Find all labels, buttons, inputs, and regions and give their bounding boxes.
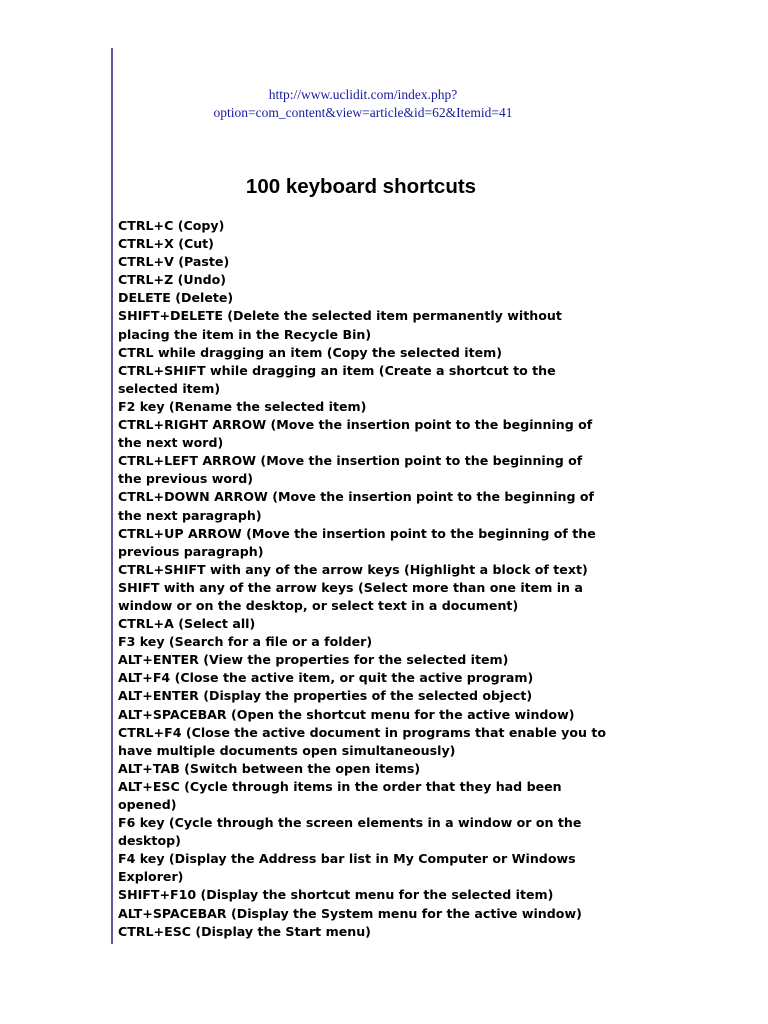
shortcut-line: CTRL+DOWN ARROW (Move the insertion point to the beginning of bbox=[118, 489, 595, 505]
shortcut-line: CTRL+RIGHT ARROW (Move the insertion point to the beginning of bbox=[118, 417, 593, 433]
shortcut-line: have multiple documents open simultaneously) bbox=[118, 742, 456, 758]
shortcut-line: the next word) bbox=[118, 435, 224, 451]
shortcut-line: F2 key (Rename the selected item) bbox=[118, 398, 367, 414]
shortcut-line: CTRL+F4 (Close the active document in programs that enable you to bbox=[118, 724, 607, 740]
shortcut-list bbox=[118, 217, 638, 941]
source-url-line-2[interactable]: option=com_content&view=article&id=62&Itemid=41 bbox=[213, 105, 513, 120]
shortcut-line: F6 key (Cycle through the screen elements in a window or on the bbox=[118, 815, 582, 831]
shortcut-line: previous paragraph) bbox=[118, 543, 264, 559]
shortcut-line: ALT+SPACEBAR (Open the shortcut menu for the active window) bbox=[118, 706, 575, 722]
document-title: 100 keyboard shortcuts bbox=[245, 175, 477, 198]
shortcut-line: CTRL+C (Copy) bbox=[118, 218, 225, 233]
shortcut-line: the next paragraph) bbox=[118, 507, 262, 523]
shortcut-line: selected item) bbox=[118, 380, 221, 396]
shortcut-line: ALT+SPACEBAR (Display the System menu for the active window) bbox=[118, 905, 582, 921]
source-url-line-1[interactable]: http://www.uclidit.com/index.php? bbox=[268, 87, 458, 102]
shortcut-line: ALT+F4 (Close the active item, or quit the active program) bbox=[118, 670, 534, 686]
shortcut-line: ALT+TAB (Switch between the open items) bbox=[118, 760, 421, 776]
shortcut-line: CTRL+SHIFT with any of the arrow keys (Highlight a block of text) bbox=[118, 561, 588, 577]
shortcut-line: the previous word) bbox=[118, 471, 253, 487]
shortcut-line: CTRL while dragging an item (Copy the selected item) bbox=[118, 344, 503, 360]
shortcut-line: SHIFT+DELETE (Delete the selected item permanently without bbox=[118, 308, 562, 324]
shortcut-line: ALT+ENTER (Display the properties of the selected object) bbox=[118, 688, 533, 704]
source-url-link[interactable] bbox=[113, 86, 613, 122]
shortcut-line: SHIFT+F10 (Display the shortcut menu for the selected item) bbox=[118, 887, 554, 903]
shortcut-line: F4 key (Display the Address bar list in My Computer or Windows bbox=[118, 851, 576, 867]
shortcut-line: CTRL+UP ARROW (Move the insertion point to the beginning of the bbox=[118, 525, 596, 541]
shortcut-line: CTRL+X (Cut) bbox=[118, 236, 214, 252]
shortcut-line: opened) bbox=[118, 797, 177, 812]
shortcut-line: F3 key (Search for a file or a folder) bbox=[118, 634, 373, 650]
shortcut-line: CTRL+V (Paste) bbox=[118, 254, 230, 270]
shortcut-line: window or on the desktop, or select text in a document) bbox=[118, 597, 519, 613]
shortcut-line: ALT+ENTER (View the properties for the selected item) bbox=[118, 652, 509, 668]
shortcut-line: CTRL+Z (Undo) bbox=[118, 272, 226, 288]
shortcut-line: desktop) bbox=[118, 833, 181, 849]
shortcut-line: CTRL+A (Select all) bbox=[118, 616, 256, 632]
shortcut-line: placing the item in the Recycle Bin) bbox=[118, 326, 372, 342]
shortcut-line: Explorer) bbox=[118, 869, 184, 885]
shortcut-line: ALT+ESC (Cycle through items in the order that they had been bbox=[118, 778, 562, 794]
shortcut-line: CTRL+SHIFT while dragging an item (Create a shortcut to the bbox=[118, 362, 556, 378]
shortcut-line: DELETE (Delete) bbox=[118, 290, 234, 306]
shortcut-line: SHIFT with any of the arrow keys (Select more than one item in a bbox=[118, 579, 583, 595]
shortcut-line: CTRL+LEFT ARROW (Move the insertion point to the beginning of bbox=[118, 453, 583, 469]
shortcut-line: CTRL+ESC (Display the Start menu) bbox=[118, 923, 371, 939]
